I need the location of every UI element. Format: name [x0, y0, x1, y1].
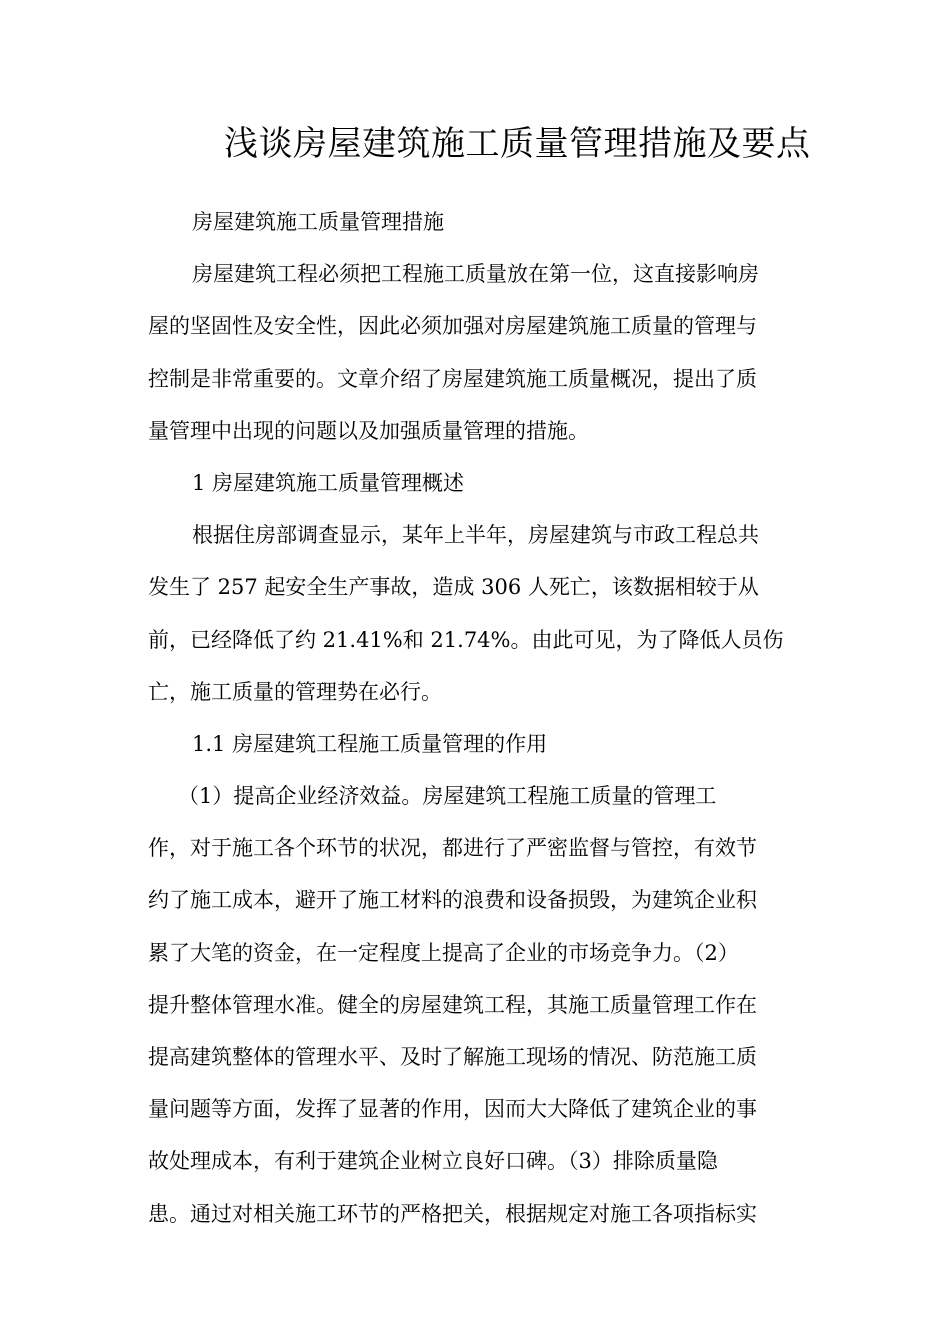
section-heading: 1.1 房屋建筑工程施工质量管理的作用 [192, 731, 548, 756]
paragraph-line: 累了大笔的资金，在一定程度上提高了企业的市场竞争力。（2） [148, 940, 739, 965]
paragraph-line: 量问题等方面，发挥了显著的作用，因而大大降低了建筑企业的事 [148, 1097, 757, 1122]
paragraph-line: 提升整体管理水准。健全的房屋建筑工程，其施工质量管理工作在 [148, 992, 757, 1017]
section-heading: 房屋建筑施工质量管理措施 [192, 210, 444, 234]
paragraph-line: 提高建筑整体的管理水平、及时了解施工现场的情况、防范施工质 [148, 1045, 757, 1069]
paragraph-line: 亡，施工质量的管理势在必行。 [148, 679, 442, 704]
paragraph-line: 根据住房部调查显示，某年上半年，房屋建筑与市政工程总共 [192, 523, 759, 548]
paragraph-line: 控制是非常重要的。文章介绍了房屋建筑施工质量概况，提出了质 [148, 366, 757, 391]
paragraph-line: 故处理成本，有利于建筑企业树立良好口碑。（3）排除质量隐 [148, 1149, 718, 1174]
paragraph-line: （1）提高企业经济效益。房屋建筑工程施工质量的管理工 [178, 784, 717, 809]
paragraph-line: 患。通过对相关施工环节的严格把关，根据规定对施工各项指标实 [148, 1201, 757, 1226]
paragraph-line: 量管理中出现的问题以及加强质量管理的措施。 [148, 418, 589, 443]
paragraph-line: 前，已经降低了约 21.41%和 21.74%。由此可见，为了降低人员伤 [148, 627, 784, 652]
document-title: 浅谈房屋建筑施工质量管理措施及要点 [224, 124, 811, 164]
paragraph-line: 房屋建筑工程必须把工程施工质量放在第一位，这直接影响房 [192, 262, 759, 287]
section-heading: 1 房屋建筑施工质量管理概述 [192, 470, 465, 495]
paragraph-line: 约了施工成本，避开了施工材料的浪费和设备损毁，为建筑企业积 [148, 888, 757, 913]
document-body [148, 196, 808, 1240]
paragraph-line: 发生了 257 起安全生产事故，造成 306 人死亡，该数据相较于从 [148, 575, 759, 600]
paragraph-line: 作，对于施工各个环节的状况，都进行了严密监督与管控，有效节 [148, 836, 757, 861]
paragraph-line: 屋的坚固性及安全性，因此必须加强对房屋建筑施工质量的管理与 [148, 314, 757, 339]
